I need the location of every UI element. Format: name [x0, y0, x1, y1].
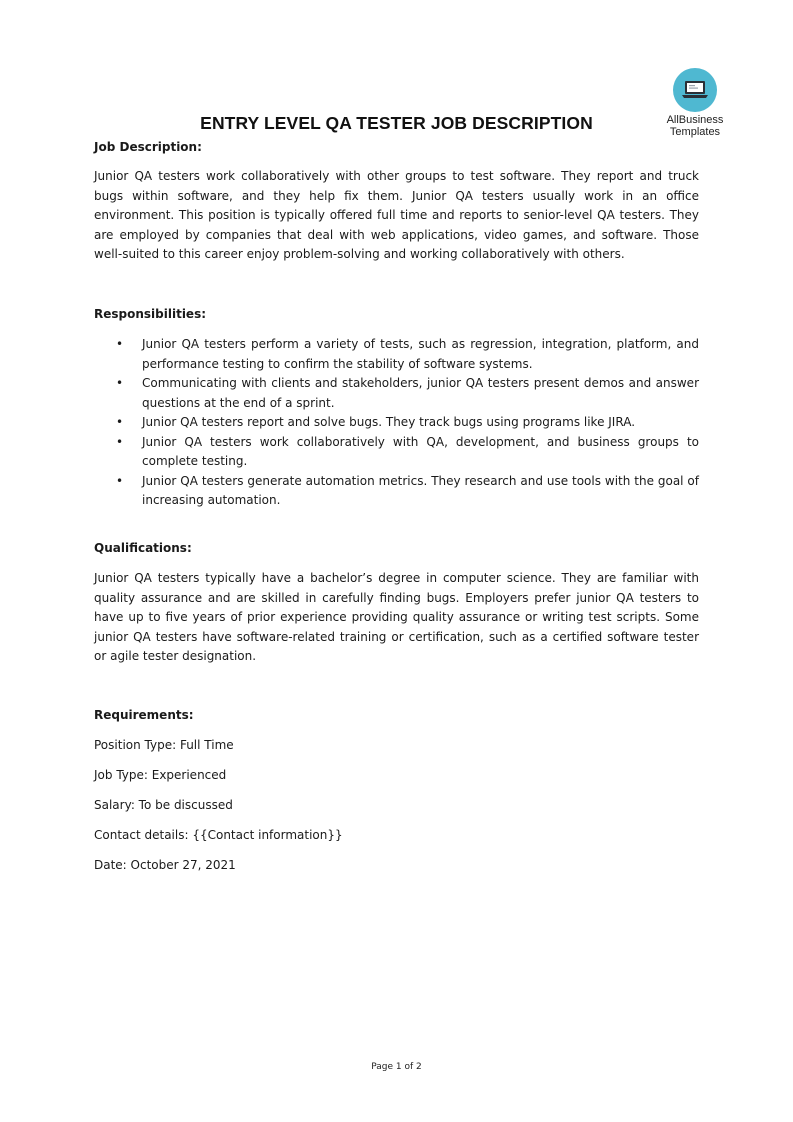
- logo-text-line1: AllBusiness: [666, 114, 724, 126]
- logo-circle: [673, 68, 717, 112]
- bullet-icon: •: [116, 434, 124, 449]
- logo-text-line2: Templates: [669, 126, 721, 138]
- page-title: ENTRY LEVEL QA TESTER JOB DESCRIPTION: [200, 113, 593, 133]
- list-item: [94, 433, 699, 472]
- list-item: [94, 374, 699, 413]
- list-item: [94, 335, 699, 374]
- list-item-text: Junior QA testers report and solve bugs. They track bugs using programs like JIRA.: [142, 415, 636, 429]
- job-description-text: Junior QA testers work collaboratively with other groups to test software. They report and truck bugs within software, and they help fix them. Junior QA testers usually work in an office environment. This position is typically offered full time and reports to senior-level QA testers. They are employed by companies that deal with web applications, video games, and software. Those well-suited to this career enjoy problem-solving and working collaboratively with others.: [94, 169, 699, 261]
- bullet-icon: •: [116, 376, 124, 390]
- date: Date: October 27, 2021: [94, 858, 236, 872]
- qualifications-text: Junior QA testers typically have a bachelor’s degree in computer science. They are familiar with quality assurance and are skilled in carefully finding bugs. Employers prefer junior QA testers to have up to five years of prior experience providing quality assurance or writing test scripts. Some junior QA testers have software-related training or certification, such as a certified software tester or agile tester designation.: [94, 571, 699, 663]
- list-item: [94, 413, 699, 433]
- requirements-heading: Requirements:: [94, 708, 194, 722]
- list-item-text: Junior QA testers work collaboratively with QA, development, and business groups to complete testing.: [142, 434, 699, 468]
- job-description-heading: Job Description:: [94, 140, 202, 154]
- qualifications-heading: Qualifications:: [94, 541, 192, 555]
- list-item-text: Junior QA testers perform a variety of tests, such as regression, integration, platform, and performance testing to confirm the stability of software systems.: [142, 337, 699, 371]
- responsibilities-list: [94, 335, 699, 511]
- list-item-text: Junior QA testers generate automation metrics. They research and use tools with the goal of increasing automation.: [142, 473, 699, 507]
- responsibilities-heading: Responsibilities:: [94, 307, 207, 321]
- job-type: Job Type: Experienced: [94, 768, 227, 782]
- salary: Salary: To be discussed: [94, 798, 233, 812]
- bullet-icon: •: [116, 415, 124, 429]
- page-number: Page 1 of 2: [371, 1062, 422, 1072]
- contact-details: Contact details: {{Contact information}}: [94, 828, 343, 842]
- list-item-text: Communicating with clients and stakeholders, junior QA testers present demos and answer questions at the end of a sprint.: [142, 376, 699, 410]
- bullet-icon: •: [116, 473, 124, 488]
- bullet-icon: •: [116, 337, 124, 351]
- position-type: Position Type: Full Time: [94, 738, 234, 752]
- laptop-icon: [673, 68, 717, 112]
- list-item: [94, 472, 699, 511]
